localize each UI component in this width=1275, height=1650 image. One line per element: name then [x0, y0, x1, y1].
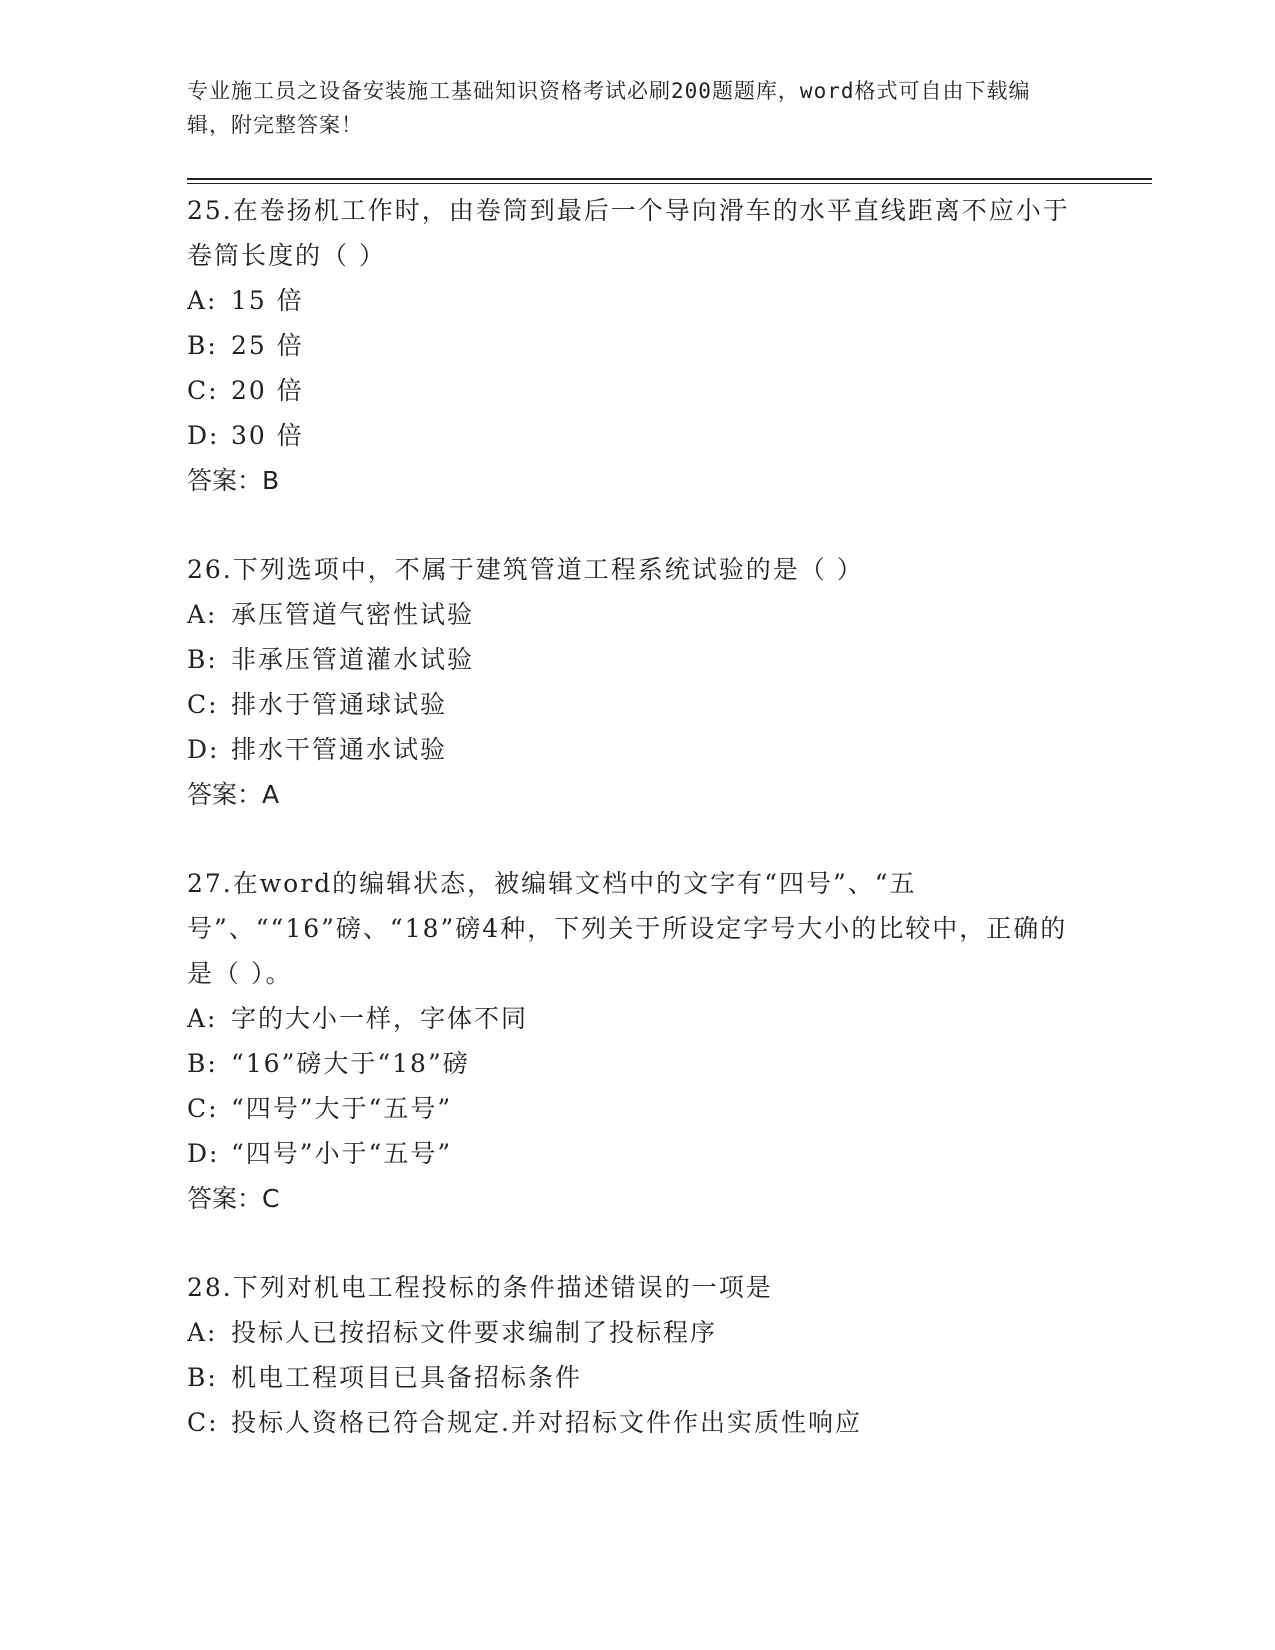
option-d — [187, 727, 1087, 772]
option-text: 投标人资格已符合规定.并对招标文件作出实质性响应 — [231, 1408, 862, 1437]
option-text: 排水于管通球试验 — [231, 690, 448, 719]
question-list — [187, 188, 1087, 1489]
option-text: 排水干管通水试验 — [231, 735, 448, 764]
header-note: 专业施工员之设备安装施工基础知识资格考试必刷200题题库，word格式可自由下载编辑，附完整答案！ — [187, 79, 1031, 137]
question-25 — [187, 188, 1087, 503]
option-text: 非承压管道灌水试验 — [231, 645, 475, 674]
answer-line: 答案：C — [187, 1184, 280, 1213]
option-b — [187, 637, 1087, 682]
option-c — [187, 368, 1087, 413]
option-c — [187, 682, 1087, 727]
option-d — [187, 1131, 1087, 1176]
question-28 — [187, 1265, 1087, 1445]
option-key: C: — [187, 690, 219, 719]
question-stem: 26.下列选项中，不属于建筑管道工程系统试验的是（ ） — [187, 555, 864, 584]
option-text: 20 倍 — [231, 376, 304, 405]
option-text: 承压管道气密性试验 — [231, 600, 475, 629]
option-text: “四号”大于“五号” — [231, 1094, 453, 1123]
option-key: D: — [187, 1139, 220, 1168]
option-a — [187, 996, 1087, 1041]
header-divider-thick — [187, 178, 1152, 180]
option-d — [187, 413, 1087, 458]
option-text: 投标人已按招标文件要求编制了投标程序 — [231, 1318, 718, 1347]
option-key: C: — [187, 1094, 219, 1123]
option-text: 15 倍 — [231, 286, 304, 315]
question-stem: 27.在word的编辑状态，被编辑文档中的文字有“四号”、“五号”、““16”磅、“18”磅4种，下列关于所设定字号大小的比较中，正确的是（ ）。 — [187, 869, 1068, 988]
answer-line: 答案：A — [187, 780, 280, 809]
option-text: 25 倍 — [231, 331, 304, 360]
option-key: B: — [187, 645, 218, 674]
option-key: C: — [187, 376, 219, 405]
option-key: A: — [187, 1318, 218, 1347]
option-text: 字的大小一样，字体不同 — [231, 1004, 529, 1033]
question-26 — [187, 547, 1087, 817]
option-key: C: — [187, 1408, 219, 1437]
option-a — [187, 278, 1087, 323]
option-key: B: — [187, 331, 218, 360]
option-a — [187, 592, 1087, 637]
option-b — [187, 1355, 1087, 1400]
option-c — [187, 1086, 1087, 1131]
option-b — [187, 1041, 1087, 1086]
option-text: “四号”小于“五号” — [231, 1139, 453, 1168]
option-c — [187, 1400, 1087, 1445]
option-b — [187, 323, 1087, 368]
option-a — [187, 1310, 1087, 1355]
option-key: B: — [187, 1049, 218, 1078]
option-text: “16”磅大于“18”磅 — [231, 1049, 470, 1078]
option-key: A: — [187, 286, 218, 315]
option-text: 机电工程项目已具备招标条件 — [231, 1363, 583, 1392]
option-key: A: — [187, 1004, 218, 1033]
option-key: D: — [187, 735, 220, 764]
answer-line: 答案：B — [187, 466, 280, 495]
question-stem: 28.下列对机电工程投标的条件描述错误的一项是 — [187, 1273, 773, 1302]
question-stem: 25.在卷扬机工作时，由卷筒到最后一个导向滑车的水平直线距离不应小于卷筒长度的（ ） — [187, 196, 1070, 270]
header-divider-thin — [187, 183, 1152, 184]
option-key: A: — [187, 600, 218, 629]
question-27 — [187, 861, 1087, 1221]
option-text: 30 倍 — [231, 421, 304, 450]
option-key: B: — [187, 1363, 218, 1392]
option-key: D: — [187, 421, 220, 450]
